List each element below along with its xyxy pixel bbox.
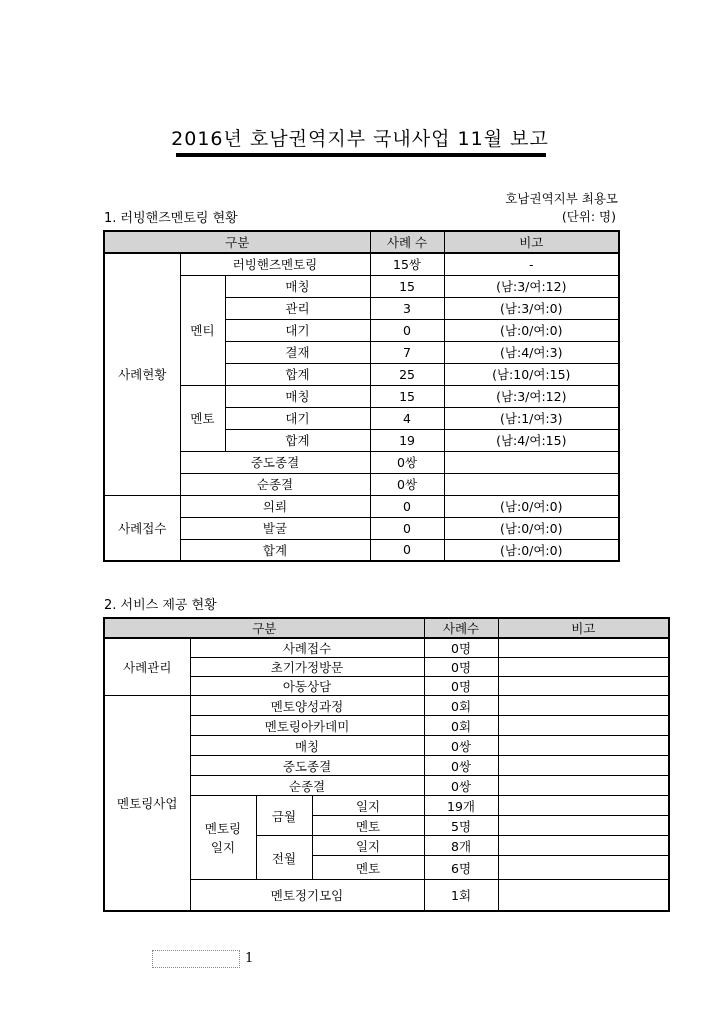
row-label: 매칭 xyxy=(225,385,370,407)
author-line: 호남권역지부 최용모 xyxy=(505,191,618,206)
row-label: 아동상담 xyxy=(190,677,424,696)
note-cell xyxy=(498,776,669,796)
count-cell: 0쌍 xyxy=(424,756,498,776)
note-cell: (남:1/여:3) xyxy=(444,407,619,429)
row-label: 멘토 xyxy=(312,816,424,836)
count-cell: 19개 xyxy=(424,796,498,816)
table-header: 구분 xyxy=(104,231,370,253)
note-cell: (남:0/여:0) xyxy=(444,319,619,341)
note-cell: - xyxy=(444,253,619,275)
section2-heading: 2. 서비스 제공 현황 xyxy=(104,598,217,613)
note-cell xyxy=(498,816,669,836)
row-label: 러빙핸즈멘토링 xyxy=(180,253,370,275)
report-title: 2016년 호남권역지부 국내사업 11월 보고 xyxy=(171,128,549,150)
note-cell: (남:3/여:0) xyxy=(444,297,619,319)
count-cell: 0쌍 xyxy=(370,473,444,495)
count-cell: 0쌍 xyxy=(370,451,444,473)
group-label: 사례관리 xyxy=(104,638,190,696)
row-label: 멘토 xyxy=(312,856,424,880)
row-label: 의뢰 xyxy=(180,495,370,517)
unit-label: (단위: 명) xyxy=(561,209,616,224)
note-cell xyxy=(498,856,669,880)
count-cell: 8개 xyxy=(424,836,498,856)
count-cell: 0명 xyxy=(424,638,498,658)
group-label: 사례현황 xyxy=(104,253,180,495)
row-label: 관리 xyxy=(225,297,370,319)
note-cell xyxy=(498,756,669,776)
table-header: 구분 xyxy=(104,618,424,638)
section1-heading: 1. 러빙핸즈멘토링 현황 xyxy=(104,211,238,226)
row-label: 순종결 xyxy=(180,473,370,495)
group-label: 멘토링사업 xyxy=(104,696,190,911)
row-label: 대기 xyxy=(225,407,370,429)
row-label: 합계 xyxy=(225,363,370,385)
note-cell xyxy=(498,736,669,756)
count-cell: 0 xyxy=(370,517,444,539)
count-cell: 0 xyxy=(370,539,444,561)
count-cell: 15 xyxy=(370,275,444,297)
row-label: 합계 xyxy=(180,539,370,561)
row-label: 멘토링아카데미 xyxy=(190,716,424,736)
table-header: 비고 xyxy=(498,618,669,638)
count-cell: 19 xyxy=(370,429,444,451)
note-cell xyxy=(498,638,669,658)
title-underline xyxy=(176,153,546,157)
note-cell xyxy=(498,880,669,911)
count-cell: 0회 xyxy=(424,716,498,736)
month-label: 전월 xyxy=(256,836,312,880)
table-header: 사례수 xyxy=(424,618,498,638)
row-label: 멘토정기모임 xyxy=(190,880,424,911)
note-cell xyxy=(498,796,669,816)
note-cell xyxy=(498,696,669,716)
count-cell: 4 xyxy=(370,407,444,429)
note-cell: (남:4/여:3) xyxy=(444,341,619,363)
page-number: 1 xyxy=(245,951,254,966)
row-label: 매칭 xyxy=(225,275,370,297)
row-label: 순종결 xyxy=(190,776,424,796)
group-label: 사례접수 xyxy=(104,495,180,561)
note-cell: (남:4/여:15) xyxy=(444,429,619,451)
row-label: 초기가정방문 xyxy=(190,658,424,677)
month-label: 금월 xyxy=(256,796,312,836)
count-cell: 0쌍 xyxy=(424,736,498,756)
count-cell: 0 xyxy=(370,495,444,517)
count-cell: 7 xyxy=(370,341,444,363)
row-label: 일지 xyxy=(312,836,424,856)
count-cell: 0쌍 xyxy=(424,776,498,796)
note-cell xyxy=(498,716,669,736)
count-cell: 15쌍 xyxy=(370,253,444,275)
row-label: 멘토양성과정 xyxy=(190,696,424,716)
count-cell: 0회 xyxy=(424,696,498,716)
row-label: 매칭 xyxy=(190,736,424,756)
mentoring-status-table xyxy=(103,230,620,562)
row-label: 합계 xyxy=(225,429,370,451)
table-header: 사례 수 xyxy=(370,231,444,253)
count-cell: 5명 xyxy=(424,816,498,836)
count-cell: 1회 xyxy=(424,880,498,911)
subgroup-label: 멘토 xyxy=(180,385,225,451)
note-cell xyxy=(444,473,619,495)
row-label: 사례접수 xyxy=(190,638,424,658)
note-cell: (남:3/여:12) xyxy=(444,275,619,297)
row-label: 결재 xyxy=(225,341,370,363)
row-label: 발굴 xyxy=(180,517,370,539)
journal-label: 멘토링 일지 xyxy=(190,796,256,880)
note-cell: (남:0/여:0) xyxy=(444,517,619,539)
note-cell xyxy=(498,677,669,696)
row-label: 중도종결 xyxy=(190,756,424,776)
count-cell: 25 xyxy=(370,363,444,385)
count-cell: 0 xyxy=(370,319,444,341)
note-cell xyxy=(498,836,669,856)
note-cell xyxy=(444,451,619,473)
note-cell: (남:0/여:0) xyxy=(444,495,619,517)
row-label: 일지 xyxy=(312,796,424,816)
count-cell: 0명 xyxy=(424,677,498,696)
row-label: 중도종결 xyxy=(180,451,370,473)
count-cell: 0명 xyxy=(424,658,498,677)
note-cell: (남:0/여:0) xyxy=(444,539,619,561)
service-provision-table xyxy=(103,617,670,912)
count-cell: 6명 xyxy=(424,856,498,880)
subgroup-label: 멘티 xyxy=(180,275,225,385)
note-cell: (남:3/여:12) xyxy=(444,385,619,407)
note-cell xyxy=(498,658,669,677)
count-cell: 3 xyxy=(370,297,444,319)
table-header: 비고 xyxy=(444,231,619,253)
row-label: 대기 xyxy=(225,319,370,341)
note-cell: (남:10/여:15) xyxy=(444,363,619,385)
page-number-box xyxy=(152,950,240,968)
count-cell: 15 xyxy=(370,385,444,407)
